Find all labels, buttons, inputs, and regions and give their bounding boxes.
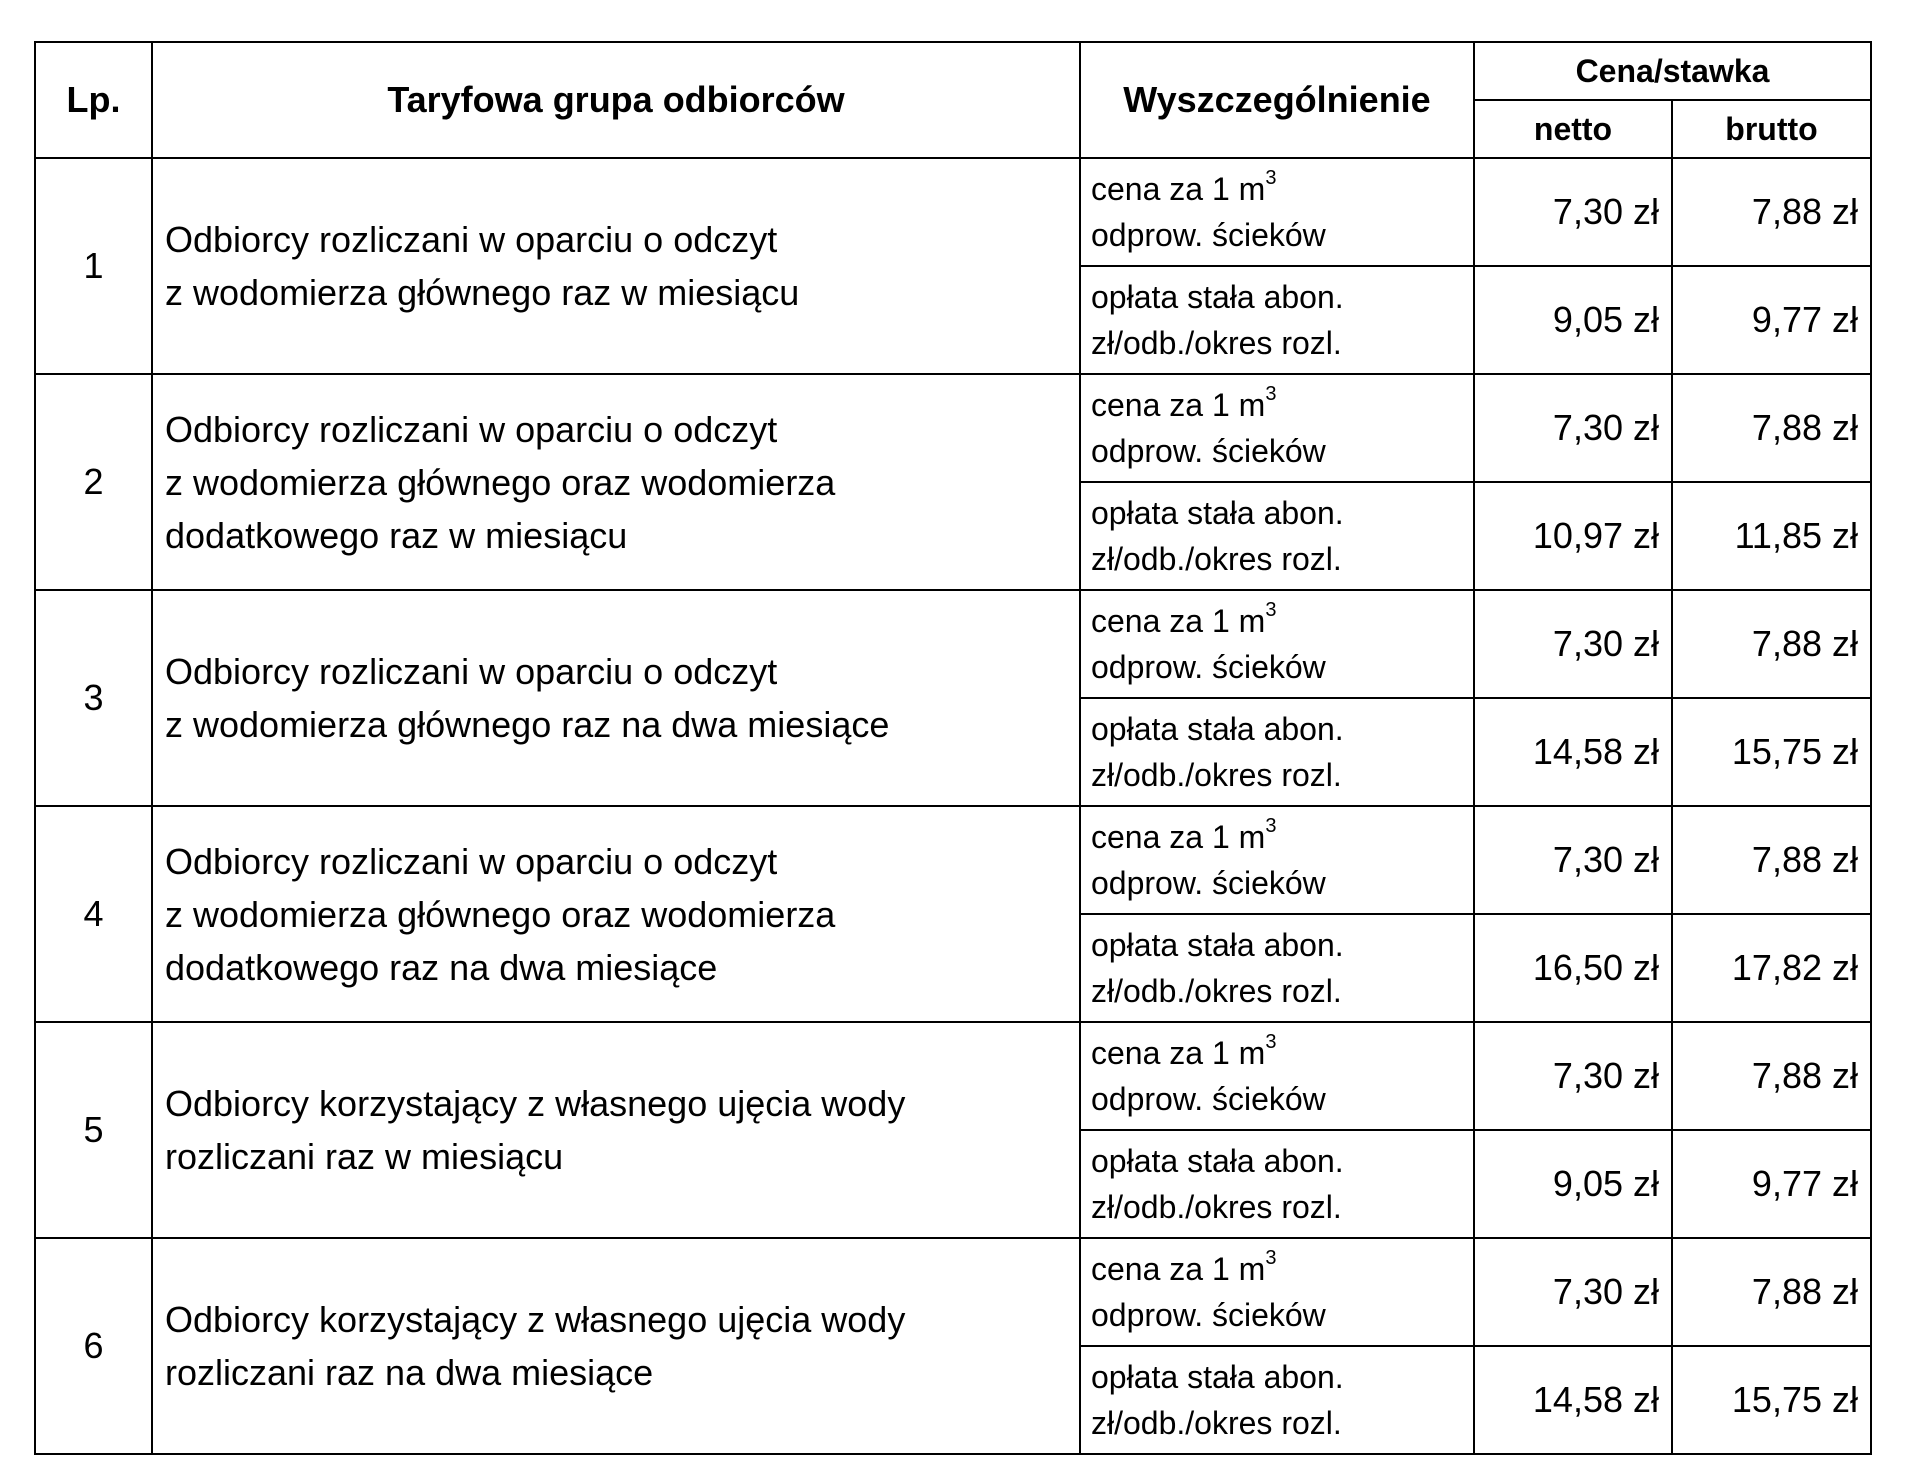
fee-brutto: 15,75 zł (1672, 1346, 1871, 1454)
spec-fee-line1: opłata stała abon. (1091, 279, 1344, 315)
spec-price-line1: cena za 1 m (1091, 171, 1266, 207)
spec-price-line2: odprow. ścieków (1091, 649, 1326, 685)
spec-price-line1: cena za 1 m (1091, 387, 1266, 423)
fee-netto: 10,97 zł (1474, 482, 1672, 590)
spec-price-line1: cena za 1 m (1091, 603, 1266, 639)
spec-price-line2: odprow. ścieków (1091, 1081, 1326, 1117)
spec-price-sup: 3 (1265, 383, 1277, 406)
spec-fee (1080, 914, 1474, 1022)
spec-price-line1: cena za 1 m (1091, 1035, 1266, 1071)
row-lp: 4 (35, 806, 152, 1022)
row-group-line: Odbiorcy rozliczani w oparciu o odczyt (165, 408, 778, 450)
header-spec: Wyszczególnienie (1080, 42, 1474, 158)
row-group (152, 806, 1080, 1022)
header-netto: netto (1474, 100, 1672, 158)
spec-price-line1: cena za 1 m (1091, 1251, 1266, 1287)
table-row-price (35, 806, 1871, 914)
row-lp: 2 (35, 374, 152, 590)
table-row-price (35, 158, 1871, 266)
fee-brutto: 11,85 zł (1672, 482, 1871, 590)
price-netto: 7,30 zł (1474, 590, 1672, 698)
spec-fee-line2: zł/odb./okres rozl. (1091, 1405, 1342, 1441)
row-group (152, 1238, 1080, 1454)
row-group-line: Odbiorcy korzystający z własnego ujęcia wody (165, 1083, 906, 1124)
spec-price-sup: 3 (1265, 1247, 1277, 1270)
price-brutto: 7,88 zł (1672, 374, 1871, 482)
price-netto: 7,30 zł (1474, 158, 1672, 266)
price-netto: 7,30 zł (1474, 1238, 1672, 1346)
price-netto: 7,30 zł (1474, 374, 1672, 482)
row-group (152, 374, 1080, 590)
row-group-line: rozliczani raz w miesiącu (165, 1136, 564, 1177)
row-group-line: Odbiorcy korzystający z własnego ujęcia wody (165, 1299, 906, 1340)
spec-price-line1: cena za 1 m (1091, 819, 1266, 855)
row-lp: 3 (35, 590, 152, 806)
spec-fee (1080, 698, 1474, 806)
row-group-line: z wodomierza głównego raz na dwa miesiące (165, 704, 890, 745)
header-brutto: brutto (1672, 100, 1871, 158)
table-row-price (35, 1022, 1871, 1130)
fee-brutto: 9,77 zł (1672, 1130, 1871, 1238)
spec-price-line2: odprow. ścieków (1091, 433, 1326, 469)
price-brutto: 7,88 zł (1672, 590, 1871, 698)
spec-fee (1080, 1346, 1474, 1454)
fee-netto: 14,58 zł (1474, 1346, 1672, 1454)
spec-fee-line2: zł/odb./okres rozl. (1091, 1189, 1342, 1225)
spec-fee (1080, 482, 1474, 590)
price-netto: 7,30 zł (1474, 1022, 1672, 1130)
table-row-price (35, 590, 1871, 698)
row-group-line: z wodomierza głównego oraz wodomierza (165, 893, 836, 935)
spec-fee-line1: opłata stała abon. (1091, 495, 1344, 531)
spec-price-line2: odprow. ścieków (1091, 217, 1326, 253)
spec-price (1080, 374, 1474, 482)
row-group-line: dodatkowego raz na dwa miesiące (165, 946, 718, 988)
table-row-price (35, 374, 1871, 482)
price-netto: 7,30 zł (1474, 806, 1672, 914)
row-group-line: rozliczani raz na dwa miesiące (165, 1352, 654, 1393)
spec-fee (1080, 266, 1474, 374)
spec-price (1080, 590, 1474, 698)
spec-price (1080, 806, 1474, 914)
fee-netto: 14,58 zł (1474, 698, 1672, 806)
price-brutto: 7,88 zł (1672, 806, 1871, 914)
spec-price-line2: odprow. ścieków (1091, 1297, 1326, 1333)
spec-fee-line1: opłata stała abon. (1091, 927, 1344, 963)
spec-fee-line1: opłata stała abon. (1091, 711, 1344, 747)
table-header (35, 42, 1871, 158)
fee-netto: 9,05 zł (1474, 1130, 1672, 1238)
spec-fee-line2: zł/odb./okres rozl. (1091, 325, 1342, 361)
spec-fee (1080, 1130, 1474, 1238)
row-group (152, 158, 1080, 374)
row-group-line: Odbiorcy rozliczani w oparciu o odczyt (165, 840, 778, 882)
row-group-line: dodatkowego raz w miesiącu (165, 514, 628, 556)
header-price: Cena/stawka (1474, 42, 1871, 100)
header-lp: Lp. (35, 42, 152, 158)
row-group-line: z wodomierza głównego raz w miesiącu (165, 272, 800, 313)
spec-price-sup: 3 (1265, 815, 1277, 838)
header-group: Taryfowa grupa odbiorców (152, 42, 1080, 158)
fee-brutto: 9,77 zł (1672, 266, 1871, 374)
spec-price-line2: odprow. ścieków (1091, 865, 1326, 901)
fee-netto: 16,50 zł (1474, 914, 1672, 1022)
row-group-line: Odbiorcy rozliczani w oparciu o odczyt (165, 651, 778, 692)
spec-fee-line1: opłata stała abon. (1091, 1359, 1344, 1395)
row-lp: 5 (35, 1022, 152, 1238)
price-brutto: 7,88 zł (1672, 158, 1871, 266)
price-brutto: 7,88 zł (1672, 1022, 1871, 1130)
spec-price-sup: 3 (1265, 167, 1277, 190)
spec-price (1080, 1238, 1474, 1346)
spec-fee-line2: zł/odb./okres rozl. (1091, 541, 1342, 577)
fee-brutto: 17,82 zł (1672, 914, 1871, 1022)
tariff-table (34, 41, 1872, 1455)
row-group (152, 590, 1080, 806)
row-lp: 1 (35, 158, 152, 374)
spec-price (1080, 158, 1474, 266)
row-group-line: z wodomierza głównego oraz wodomierza (165, 461, 836, 503)
row-group (152, 1022, 1080, 1238)
spec-fee-line1: opłata stała abon. (1091, 1143, 1344, 1179)
table-row-price (35, 1238, 1871, 1346)
spec-price-sup: 3 (1265, 1031, 1277, 1054)
spec-fee-line2: zł/odb./okres rozl. (1091, 973, 1342, 1009)
spec-price (1080, 1022, 1474, 1130)
fee-brutto: 15,75 zł (1672, 698, 1871, 806)
row-group-line: Odbiorcy rozliczani w oparciu o odczyt (165, 219, 778, 260)
spec-fee-line2: zł/odb./okres rozl. (1091, 757, 1342, 793)
table-body (35, 158, 1871, 1454)
row-lp: 6 (35, 1238, 152, 1454)
spec-price-sup: 3 (1265, 599, 1277, 622)
price-brutto: 7,88 zł (1672, 1238, 1871, 1346)
fee-netto: 9,05 zł (1474, 266, 1672, 374)
